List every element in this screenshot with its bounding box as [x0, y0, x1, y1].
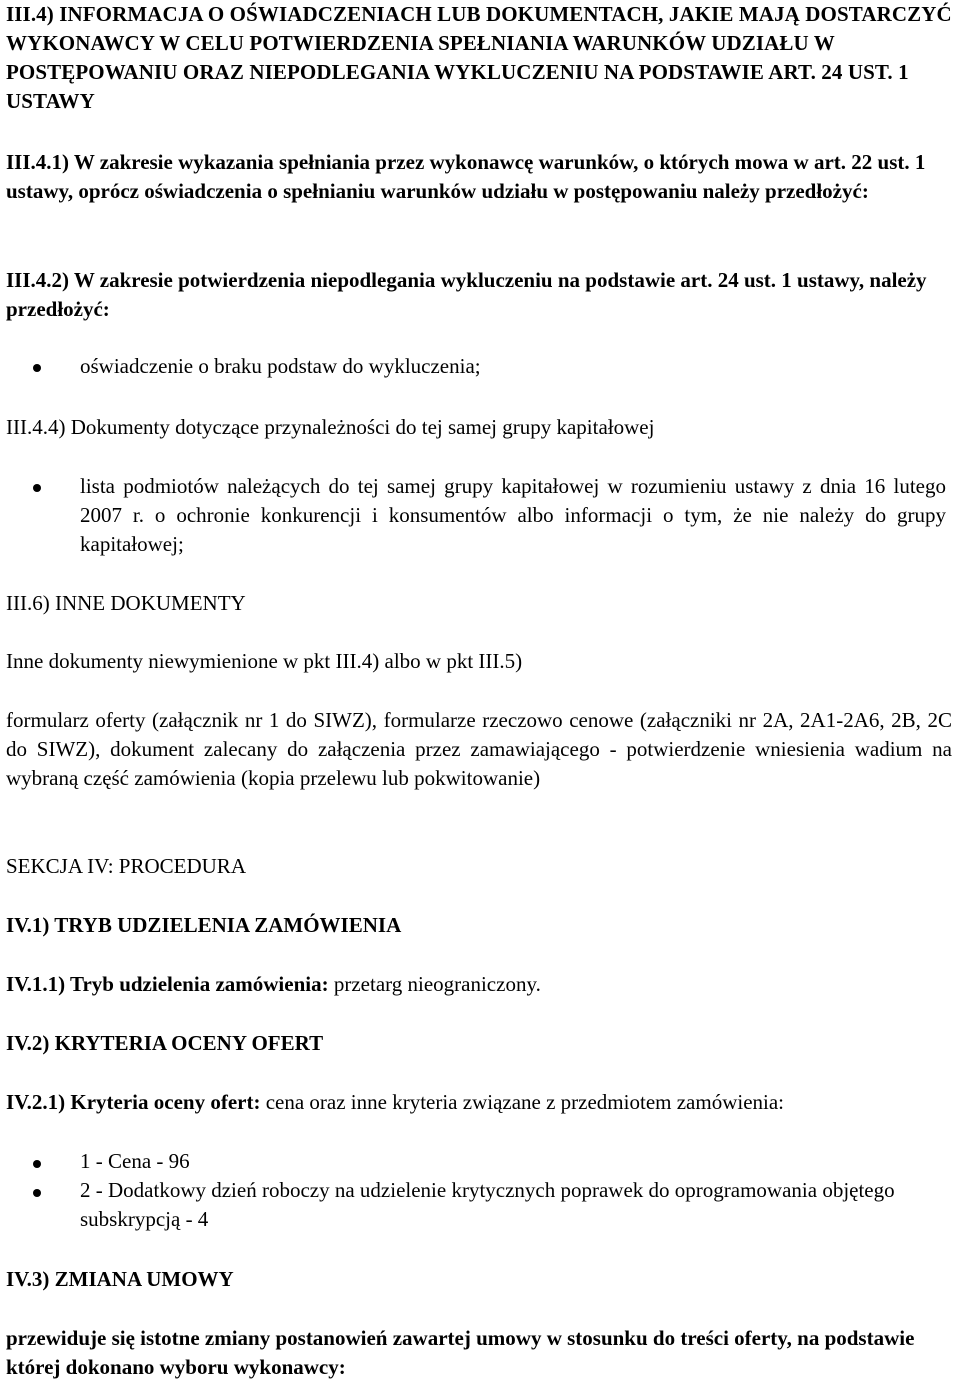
subsection-3-4-1: III.4.1) W zakresie wykazania spełniania przez wykonawcę warunków, o których mowa w art. 22 ust. 1 ustawy, oprócz oświadczenia o spełnianiu warunków udziału w postępowaniu należy przedłożyć:: [6, 150, 926, 203]
subsection-3-4-4: III.4.4) Dokumenty dotyczące przynależności do tej samej grupy kapitałowej: [6, 415, 655, 439]
section-3-6-title: III.6) INNE DOKUMENTY: [6, 591, 246, 615]
section-4-2-1-label: IV.2.1) Kryteria oceny ofert:: [6, 1090, 261, 1114]
list-item: 1 - Cena - 96: [80, 1149, 190, 1173]
section-4-2-1-value: cena oraz inne kryteria związane z przedmiotem zamówienia:: [260, 1090, 785, 1114]
section-4-2-1: [6, 1088, 952, 1116]
bullet-icon: [33, 1189, 41, 1197]
section-4-1-1-value: przetarg nieograniczony.: [328, 972, 541, 996]
list-item: oświadczenie o braku podstaw do wykluczenia;: [80, 354, 481, 378]
section-4-3-text: przewiduje się istotne zmiany postanowień zawartej umowy w stosunku do treści oferty, na podstawie której dokonano wyboru wykonawcy:: [6, 1326, 915, 1379]
section-3-6-text: Inne dokumenty niewymienione w pkt III.4) albo w pkt III.5): [6, 649, 523, 673]
bullet-icon: [33, 1160, 41, 1168]
section-4-2-title: IV.2) KRYTERIA OCENY OFERT: [6, 1031, 324, 1055]
section-4-1-1: [6, 970, 952, 998]
subsection-3-4-2: III.4.2) W zakresie potwierdzenia niepodlegania wykluczeniu na podstawie art. 24 ust. 1 ustawy, należy przedłożyć:: [6, 268, 927, 321]
list-item: lista podmiotów należących do tej samej grupy kapitałowej w rozumieniu ustawy z dnia 16 lutego 2007 r. o ochronie konkurencji i konsumentów albo informacji o tym, że nie należy do grupy kapitałowej;: [80, 474, 946, 556]
section-3-6-paragraph: formularz oferty (załącznik nr 1 do SIWZ), formularze rzeczowo cenowe (załączniki nr 2A, 2A1-2A6, 2B, 2C do SIWZ), dokument zalecany do załączenia przez zamawiającego - potwierdzenie wniesienia wadium na wybraną część zamówienia (kopia przelewu lub pokwitowanie): [6, 708, 952, 790]
section-4-3-title: IV.3) ZMIANA UMOWY: [6, 1267, 234, 1291]
section-4-title: SEKCJA IV: PROCEDURA: [6, 854, 246, 878]
section-heading: III.4) INFORMACJA O OŚWIADCZENIACH LUB DOKUMENTACH, JAKIE MAJĄ DOSTARCZYĆ WYKONAWCY W CELU POTWIERDZENIA SPEŁNIANIA WARUNKÓW UDZIAŁU W POSTĘPOWANIU ORAZ NIEPODLEGANIA WYKLUCZENIU NA PODSTAWIE ART. 24 UST. 1 USTAWY: [6, 2, 952, 113]
section-4-1-title: IV.1) TRYB UDZIELENIA ZAMÓWIENIA: [6, 913, 402, 937]
list-item: 2 - Dodatkowy dzień roboczy na udzielenie krytycznych poprawek do oprogramowania objętego subskrypcją - 4: [80, 1178, 895, 1231]
bullet-icon: [33, 484, 41, 492]
section-4-1-1-label: IV.1.1) Tryb udzielenia zamówienia:: [6, 972, 329, 996]
bullet-icon: [33, 364, 41, 372]
